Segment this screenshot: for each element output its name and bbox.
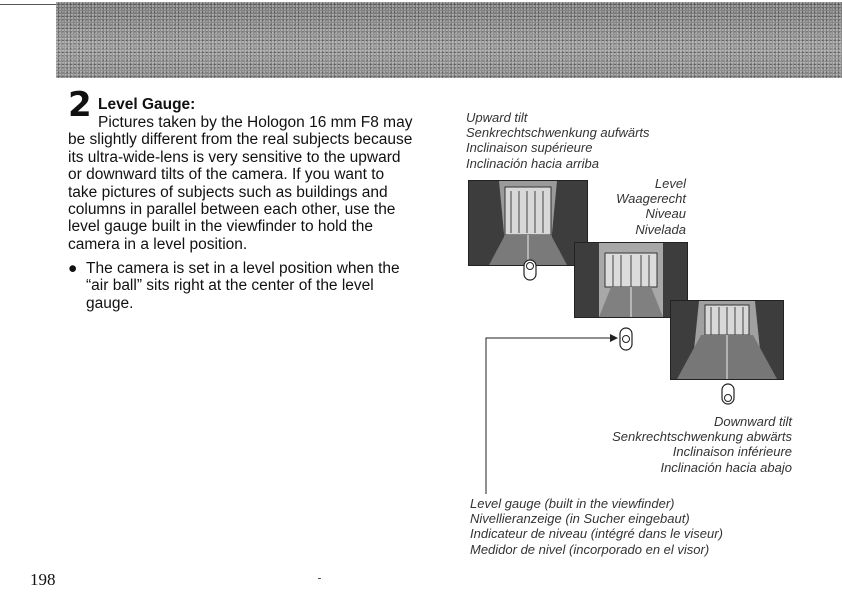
level-en: Level [654, 176, 686, 191]
viewfinder-downward-illustration [671, 301, 783, 379]
upward-es: Inclinación hacia arriba [466, 155, 599, 171]
downward-de: Senkrechtschwenkung abwärts [612, 429, 792, 445]
downward-fr: Inclinaison inférieure [672, 444, 792, 460]
section-number: 2 [68, 85, 92, 125]
gauge-es: Medidor de nivel (incorporado en el visor) [470, 541, 710, 557]
gauge-en: Level gauge (built in the viewfinder) [470, 496, 675, 511]
downward-en: Downward tilt [713, 414, 792, 429]
bullet-text: The camera is set in a level position when the “air ball” sits right at the center of the level gauge. [86, 260, 400, 312]
level-de: Waagerecht [616, 191, 686, 207]
upward-de: Senkrechtschwenkung aufwärts [466, 125, 650, 141]
level-gauge-icon-downward [720, 382, 736, 406]
gauge-de: Nivellieranzeige (in Sucher eingebaut) [470, 511, 690, 527]
section-title: Level Gauge: [98, 96, 196, 113]
level-caption [560, 176, 686, 237]
upward-caption [466, 110, 650, 171]
upward-fr: Inclinaison supérieure [466, 140, 593, 156]
body-paragraph: Pictures taken by the Hologon 16 mm F8 may be slightly different from the real subjects because its ultra-wide-lens is very sensitive to the upward or downward tilts of the camera. If you want to take pictures of subjects such as buildings and columns in parallel between each other, use the level gauge built in the viewfinder to hold the camera in a level position. [68, 114, 413, 253]
footer-mark [318, 578, 321, 579]
level-es: Nivelada [635, 221, 686, 237]
page-number: 198 [30, 570, 56, 589]
gauge-caption [470, 496, 723, 557]
level-gauge-icon-upward [522, 258, 538, 282]
header-band [56, 2, 842, 78]
bullet-icon: ● [68, 260, 78, 277]
downward-caption [560, 414, 792, 475]
level-fr: Niveau [645, 206, 686, 222]
downward-es: Inclinación hacia abajo [660, 459, 792, 475]
gauge-fr: Indicateur de niveau (intégré dans le viseur) [470, 526, 723, 542]
viewfinder-downward [670, 300, 784, 380]
upward-en: Upward tilt [466, 110, 528, 125]
